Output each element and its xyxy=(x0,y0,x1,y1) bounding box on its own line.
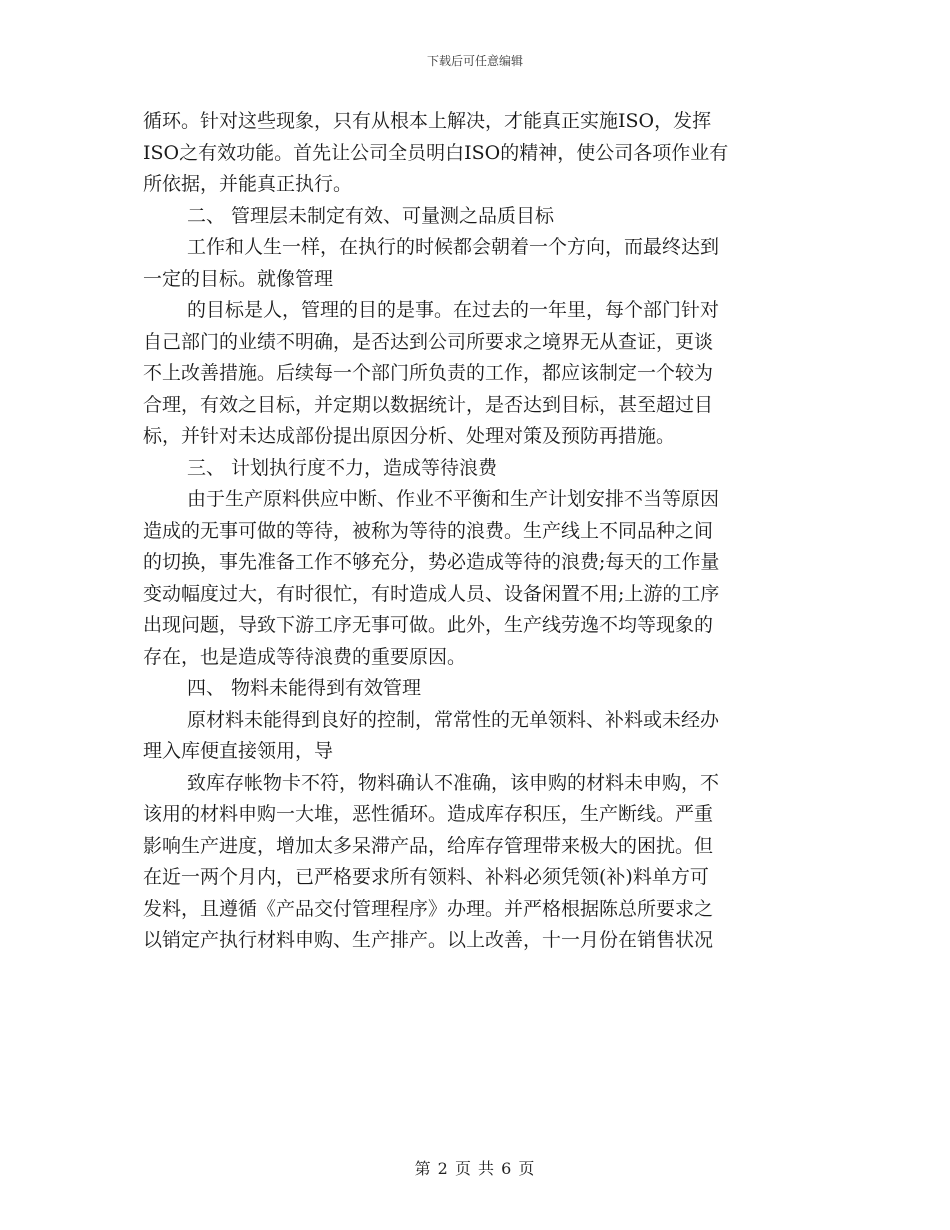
section-heading: 四、 物料未能得到有效管理 xyxy=(187,677,422,699)
page-header: 下载后可任意编辑 xyxy=(426,54,523,68)
text-line: 自己部门的业绩不明确，是否达到公司所要求之境界无从查证，更谈 xyxy=(143,330,714,353)
text-line: 变动幅度过大，有时很忙，有时造成人员、设备闲置不用;上游的工序 xyxy=(143,582,720,605)
text-line: 所依据，并能真正执行。 xyxy=(143,173,353,195)
text-line: 影响生产进度，增加太多呆滞产品，给库存管理带来极大的困扰。但 xyxy=(143,834,714,857)
text-line: 该用的材料申购一大堆，恶性循环。造成库存积压，生产断线。严重 xyxy=(143,803,714,825)
section-heading: 二、 管理层未制定有效、可量测之品质目标 xyxy=(187,204,555,227)
text-line: 原材料未能得到良好的控制，常常性的无单领料、补料或未经办 xyxy=(187,708,720,731)
text-line: 不上改善措施。后续每一个部门所负责的工作，都应该制定一个较为 xyxy=(143,362,714,384)
page-number-footer: 第 2 页 共 6 页 xyxy=(414,1159,536,1178)
text-line: 在近一两个月内，已严格要求所有领料、补料必须凭领(补)料单方可 xyxy=(143,866,709,888)
text-line: 的切换，事先准备工作不够充分，势必造成等待的浪费;每天的工作量 xyxy=(143,551,720,573)
text-line: 合理，有效之目标，并定期以数据统计，是否达到目标，甚至超过目 xyxy=(143,393,714,416)
text-line: ISO之有效功能。首先让公司全员明白ISO的精神，使公司各项作业有 xyxy=(143,141,729,164)
text-line: 理入库便直接领用，导 xyxy=(143,740,334,762)
text-line: 存在，也是造成等待浪费的重要原因。 xyxy=(143,645,467,668)
text-line: 造成的无事可做的等待，被称为等待的浪费。生产线上不同品种之间 xyxy=(143,519,714,542)
text-line: 出现问题，导致下游工序无事可做。此外，生产线劳逸不均等现象的 xyxy=(143,614,714,636)
section-heading: 三、 计划执行度不力，造成等待浪费 xyxy=(187,456,498,479)
text-line: 标，并针对未达成部份提出原因分析、处理对策及预防再措施。 xyxy=(143,425,676,447)
text-line: 由于生产原料供应中断、作业不平衡和生产计划安排不当等原因 xyxy=(187,488,720,510)
text-line: 工作和人生一样，在执行的时候都会朝着一个方向，而最终达到 xyxy=(187,236,720,258)
document-body xyxy=(143,106,803,957)
text-line: 一定的目标。就像管理 xyxy=(143,267,334,290)
text-line: 致库存帐物卡不符，物料确认不准确，该申购的材料未申购，不 xyxy=(187,771,720,794)
text-line: 的目标是人，管理的目的是事。在过去的一年里，每个部门针对 xyxy=(187,299,720,321)
text-line: 发料，且遵循《产品交付管理程序》办理。并严格根据陈总所要求之 xyxy=(143,897,714,920)
text-line: 循环。针对这些现象，只有从根本上解决，才能真正实施ISO，发挥 xyxy=(143,110,712,132)
text-line: 以销定产执行材料申购、生产排产。以上改善，十一月份在销售状况 xyxy=(143,929,714,951)
